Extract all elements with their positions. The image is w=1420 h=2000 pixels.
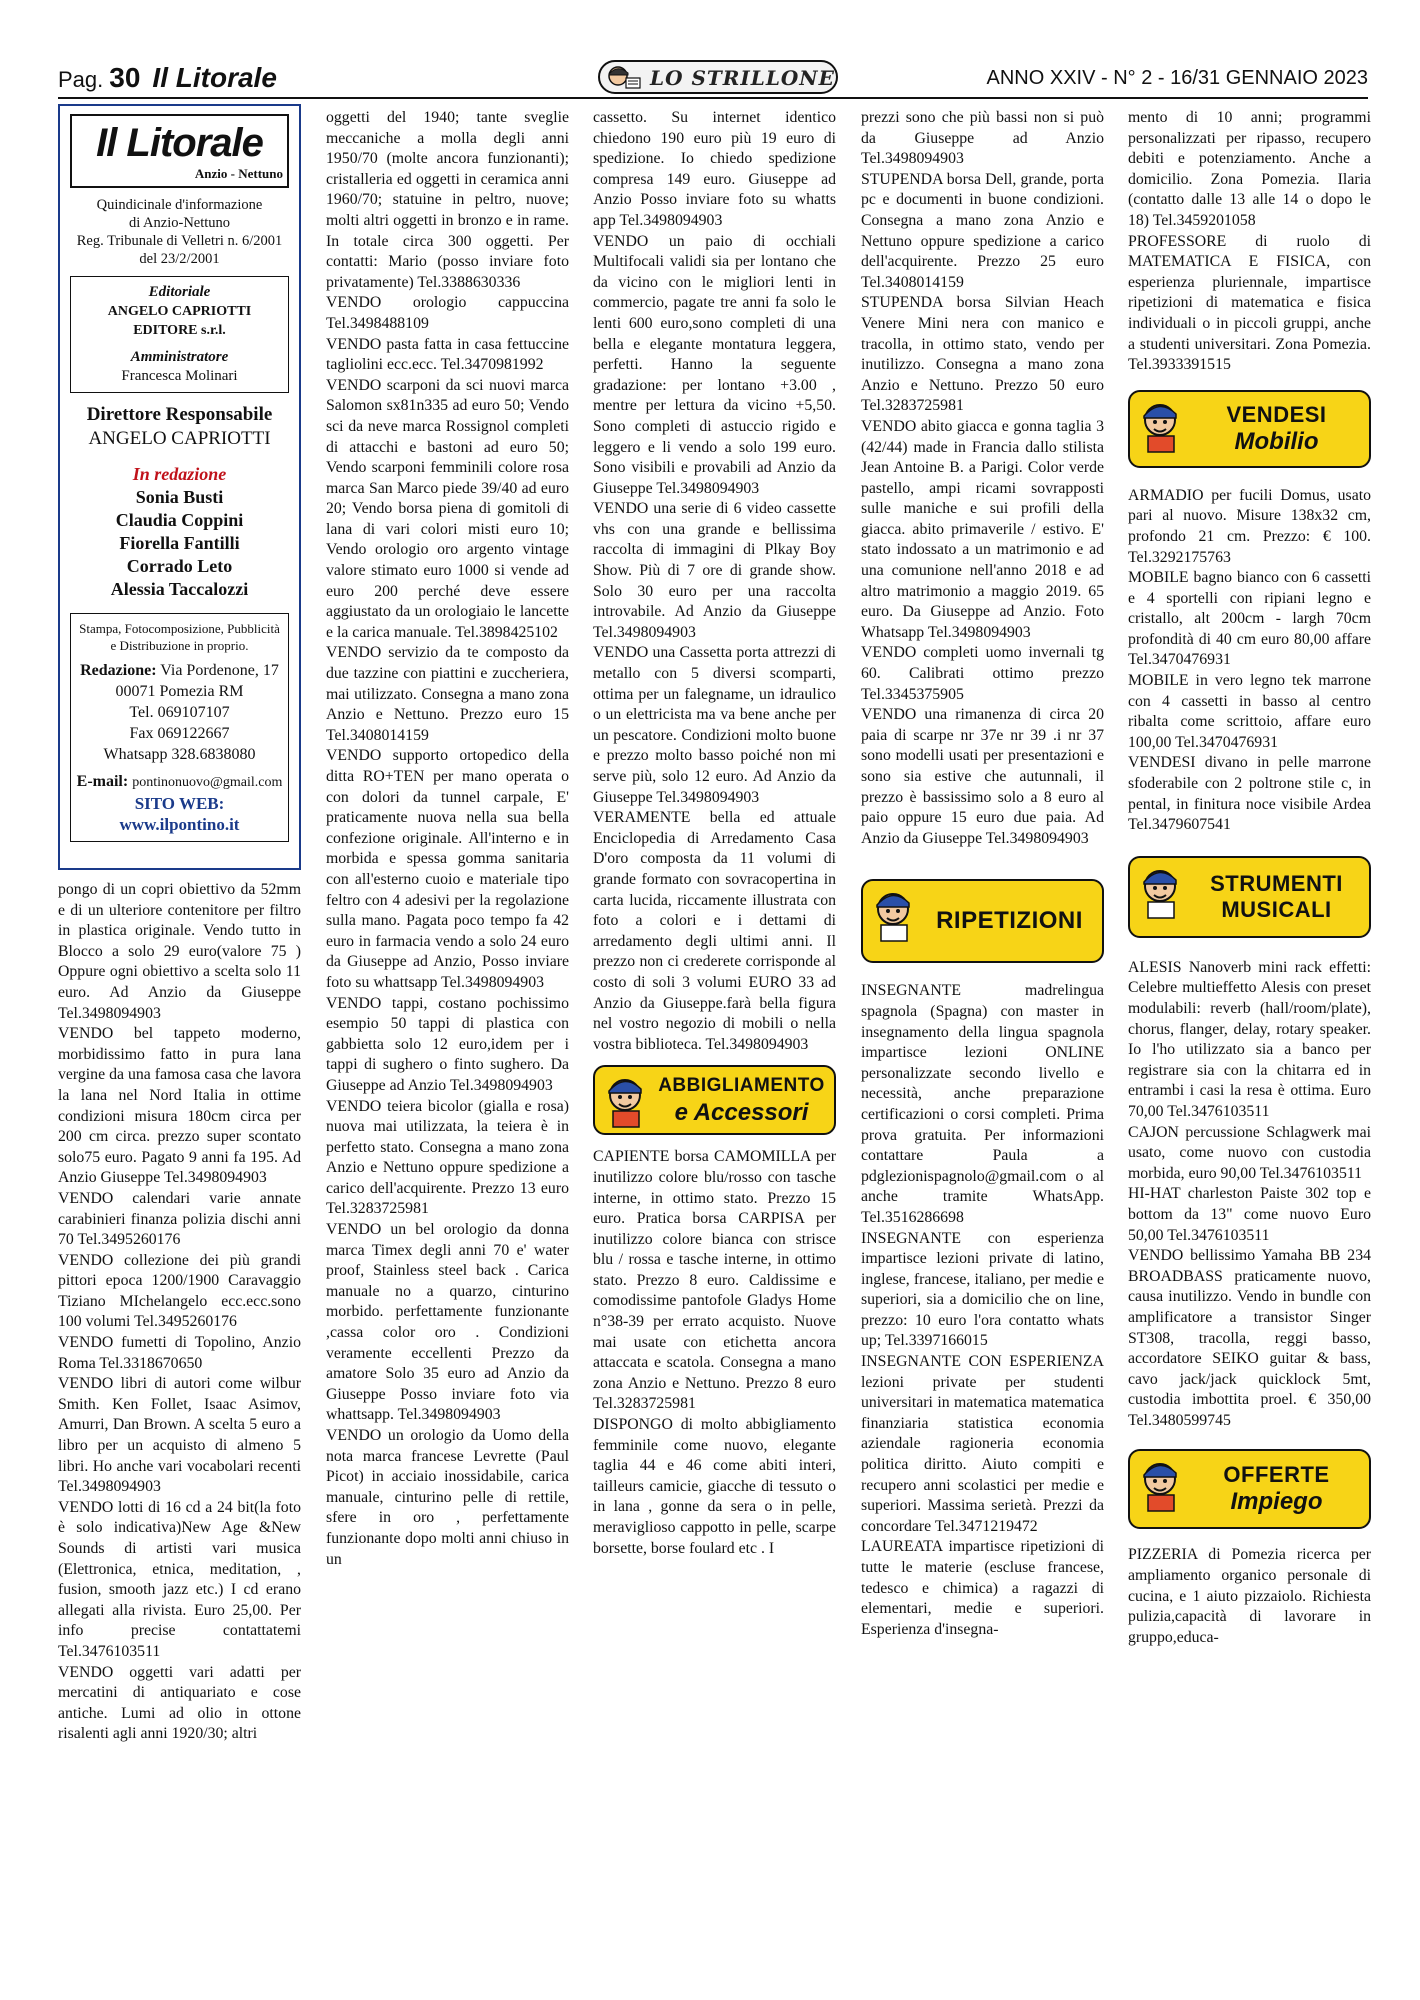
masthead-description [70, 196, 289, 268]
classified-ad: VENDO tappi, costano pochissimo esempio 50 tappi di plastica con gabbietta solo 12 euro,idem per i tappi di sughero o finto sughero. Da Giuseppe ad Anzio Tel.3498094903 [326, 994, 569, 1094]
column-5 [1128, 108, 1371, 1988]
amministratore-value: Francesca Molinari [121, 368, 238, 384]
email-label: E-mail: [76, 773, 129, 790]
classified-ad: ALESIS Nanoverb mini rack effetti: Celebre multieffetto Alesis con preset modulabili: reverb (hall/room/plate), chorus, flanger, delay, rotary speaker. Io l'ho utilizzato sia a banco per registrare sia con la chitarra ed in entrambi i casi la resa è ottima. Euro 70,00 Tel.3476103511 [1128, 958, 1371, 1120]
classified-ad: CAJON percussione Schlagwerk mai usato, come nuovo con custodia morbida, euro 90,00 Tel.3476103511 [1128, 1123, 1371, 1182]
column-3 [593, 108, 836, 1988]
address-value: Via Pordenone, 17 [160, 662, 279, 679]
description-line: di Anzio-Nettuno [128, 215, 231, 231]
classified-ad: CAPIENTE borsa CAMOMILLA per inutilizzo colore blu/rosso con tasche interne, in ottimo stato. Prezzo 15 euro. Pratica borsa CARPISA per inutilizzo colore bianca con strisce blu / rossa e tasche interne, in ottimo stato. Prezzo 8 euro. Caldissime e comodissime pantofole Gladys Home n°38-39 per errato acquisto. Nuove mai usate con etichetta ancora attaccata e scatola. Consegna a mano zona Anzio e Nettuno. Prezzo 8 euro Tel.3283725981 [593, 1148, 836, 1413]
classified-ad: cassetto. Su internet identico chiedono 190 euro più 19 euro di spedizione. Io chiedo spedizione compresa 149 euro. Giuseppe ad Anzio Posso inviare foto su whatts app Tel.3498094903 [593, 109, 836, 229]
column-2 [326, 108, 569, 1988]
fax: Fax 069122667 [129, 725, 230, 742]
classified-ad: STUPENDA borsa Dell, grande, porta pc e documenti in buone condizioni. Consegna a mano zona Anzio e Nettuno oppure spedizione a carico dell'acquirente. Prezzo 25 euro Tel.3408014159 [861, 170, 1104, 291]
redazione-name: Claudia Coppini [115, 510, 244, 530]
paper-name: Il Litorale [152, 62, 277, 93]
section-banner-abbigliamento [593, 1065, 836, 1135]
direttore-value: ANGELO CAPRIOTTI [88, 428, 271, 449]
masthead-title: Il Litorale [96, 121, 263, 165]
masthead-box [58, 104, 301, 870]
classified-ad: VENDO bel tappeto moderno, morbidissimo fatto in pura lana vergine da una famosa casa che lavora la lana nel Nord Italia in ottime condizioni misura 180cm circa per 200 cm circa. prezzo super scontato solo75 euro. Pagato 9 anni fa 195. Ad Anzio Giuseppe Tel.3498094903 [58, 1025, 301, 1187]
editorial-box [70, 276, 289, 393]
classified-ad: prezzi sono che più bassi non si può da Giuseppe ad Anzio Tel.3498094903 [861, 109, 1104, 168]
redazione-name: Alessia Taccalozzi [110, 579, 249, 599]
newsboy-mascot-icon [867, 885, 923, 945]
banner-title-line: Impiego [1230, 1488, 1323, 1516]
newsboy-mascot-icon [1134, 862, 1190, 922]
classified-ad: mento di 10 anni; programmi personalizzati per ripasso, recupero debiti e potenziamento. Anche a domicilio. Zona Pomezia. Ilaria (contatto dalle 13 alle 14 o dopo le 18) Tel.3459201058 [1128, 109, 1371, 229]
column-4 [861, 108, 1104, 1988]
classified-ad: PROFESSORE di ruolo di MATEMATICA E FISICA, con esperienza pluriennale, impartisce ripetizioni di matematica e fisica individuali o in piccoli gruppi, anche a studenti universitari. Zona Pomezia. Tel.3933391515 [1128, 232, 1371, 374]
banner-title-line: MUSICALI [1221, 896, 1332, 922]
classified-ad: VENDO lotti di 16 cd a 24 bit(la foto è solo indicativa)New Age &New Sounds di artisti vari musica (Elettronica, etnica, meditation, , fusion, smooth jazz etc.) I cd erano allegati alla rivista. Euro 25,00. Per info precise contattatemi Tel.3476103511 [58, 1498, 301, 1660]
logo-wordmark: LO STRILLONE [650, 66, 835, 90]
classified-ad: INSEGNANTE madrelingua spagnola (Spagna) con master in insegnamento della lingua spagnola impartisce lezioni ONLINE personalizzate secondo livello e necessità, anche preparazione certificazioni o corsi completi. Prima prova gratuita. Per informazioni contattare Paula a pdglezionispagnolo@gmail.com o al anche tramite WhatsApp. Tel.3516286698 [861, 982, 1104, 1226]
redazione-address [75, 660, 284, 681]
editoriale-label: Editoriale [148, 284, 211, 300]
page-label: Pag. [58, 67, 104, 92]
lo-strillone-logo [598, 60, 838, 94]
classified-ad: VENDO un orologio da Uomo della nota marca francese Levrette (Paul Picot) in acciaio inossidabile, carica manuale, cinturino pelle di rettile, sfere in oro , perfettamente funzionante dopo molti anni chiuso in un [326, 1427, 569, 1568]
redazione-name: Fiorella Fantilli [119, 533, 240, 553]
classified-ad: VENDO una rimanenza di circa 20 paia di scarpe nr 37e nr 39 .i nr 37 sono modelli usati per presentazioni e sono sia estive che autunnali, il prezzo è bassissimo solo a 8 euro al paio oppure 15 euro due paia. Ad Anzio da Giuseppe Tel.3498094903 [861, 706, 1104, 847]
page-header [58, 60, 1368, 96]
classified-ad: INSEGNANTE con esperienza impartisce lezioni private di latino, inglese, francese, italiano, per medie e superiori, sia a domicilio che on line, prezzo: 10 euro l'ora contatto whats up; Tel.3397166015 [861, 1229, 1104, 1350]
classified-ad: ARMADIO per fucili Domus, usato pari al nuovo. Misure 138x32 cm, profondo 21 cm. Prezzo: € 100. Tel.3292175763 [1128, 486, 1371, 566]
classified-ad: VERAMENTE bella ed attuale Enciclopedia di Arredamento Casa D'oro composta da 11 volumi di grande formato con sovracopertina in carta lucida, riccamente illustrata con foto a colori e i dettami di arredamento degli ultimi anni. Il prezzo non ci crederete corrisponde al costo di soli 3 volumi EURO 33 ad Anzio da Giuseppe.farà bella figura nel vostro negozio di mobili o nella vostra biblioteca. Tel.3498094903 [593, 809, 836, 1053]
classified-ad: VENDO scarponi da sci nuovi marca Salomon sx81n335 ad euro 50; Vendo sci da neve marca Rossignol completi di attacchi e bastoni ad euro 50; Vendo scarponi femminili colore rosa marca San Marco piede 39/40 ad euro 20; Vendo borsa piena di gomitoli di lana di vari colori misti euro 10; Vendo orologio oro argento vintage valore stimato euro 1000 si vende ad euro 200 perché deve essere aggiustato da un orologiaio le lancette e la carica manuale. Tel.3898425102 [326, 376, 569, 641]
classified-ad: VENDO orologio cappuccina Tel.3498488109 [326, 294, 569, 332]
classified-ad: VENDO calendari varie annate carabinieri finanza polizia dischi anni 70 Tel.3495260176 [58, 1189, 301, 1249]
email-link[interactable]: pontinonuovo@gmail.com [132, 775, 283, 790]
redazione-name: Sonia Busti [135, 487, 224, 507]
masthead-title-box [70, 114, 289, 188]
description-line: del 23/2/2001 [139, 251, 220, 267]
banner-title [655, 1067, 828, 1133]
direttore-label: Direttore Responsabile [86, 404, 273, 425]
banner-title [1190, 858, 1363, 936]
header-rule [58, 97, 1368, 99]
page-number: 30 [109, 62, 141, 93]
classified-ad: INSEGNANTE CON ESPERIENZA lezioni private per studenti universitari in matematica matematica finanziaria statistica economia aziendale ragioneria economia politica diritto. Aiuto compiti e recupero anni scolastici per medie e superiori. Massima serietà. Prezzi da concordare Tel.3471219472 [861, 1353, 1104, 1535]
issue-info: ANNO XXIV - N° 2 - 16/31 GENNAIO 2023 [986, 67, 1368, 89]
stampa-info: Stampa, Fotocomposizione, Pubblicità e Distribuzione in proprio. [79, 621, 280, 653]
director-block [70, 403, 289, 451]
page-header-left [58, 60, 277, 98]
address-label: Redazione: [80, 662, 157, 679]
classified-ad: VENDO oggetti vari adatti per mercatini di antiquariato e cose antiche. Lumi ad olio in ottone risalenti agli anni 1920/30; altri [58, 1663, 301, 1743]
classified-ad: VENDO teiera bicolor (gialla e rosa) nuova mai utilizzata, la teiera è in perfetto stato. Consegna a mano zona Anzio e Nettuno oppure spedizione a carico dell'acquirente. Prezzo 13 euro Tel.3283725981 [326, 1097, 569, 1218]
newsboy-mascot-icon [1134, 396, 1190, 456]
classified-ad: VENDO abito giacca e gonna taglia 3 (42/44) made in Francia dallo stilista Jean Antoine B. a Parigi. Color verde pastello, ampi ricami sovrapposti sulle maniche e sui profili della giacca. abito primaverile / estivo. E' stato indossato a un matrimonio e ad una comunione nell'anno 2018 e ad altro matrimonio a maggio 2019. 65 euro. Da Giuseppe ad Anzio. Foto Whatsapp Tel.3498094903 [861, 417, 1104, 641]
masthead-subtitle: Anzio - Nettuno [194, 166, 283, 181]
phone: Tel. 069107107 [129, 704, 230, 721]
classified-ad: HI-HAT charleston Paiste 302 top e bottom da 13" come nuovo Euro 50,00 Tel.3476103511 [1128, 1185, 1371, 1244]
classified-ad: MOBILE in vero legno tek marrone con 4 cassetti in basso al centro ribalta come scrittoio, affare euro 100,00 Tel.3470476931 [1128, 672, 1371, 751]
classified-ad: VENDO bellissimo Yamaha BB 234 BROADBASS praticamente nuovo, causa inutilizzo. Vendo in bundle con amplificatore a transistor Singer ST308, tracolla, reggi basso, accordatore SEIKO guitar & bass, cavo jack/jack quicklock 5mt, custodia imbottita proel. € 350,00 Tel.3480599745 [1128, 1247, 1371, 1429]
classified-ad: VENDO una Cassetta porta attrezzi di metallo con 5 diversi scomparti, ottima per un falegname, un idraulico o un elettricista ma va bene anche per un pescatore. Condizioni molto buone e prezzo molto basso poiché non mi serve più, solo 12 euro. Ad Anzio da Giuseppe Tel.3498094903 [593, 644, 836, 806]
website-link[interactable]: SITO WEB: www.ilpontino.it [119, 794, 240, 834]
banner-title-line: STRUMENTI [1210, 870, 1343, 896]
classified-ad: STUPENDA borsa Silvian Heach Venere Mini nera con manico e tracolla, in ottimo stato, vendo per inutilizzo. Consegna a mano zona Anzio e Nettuno. Prezzo 50 euro Tel.3283725981 [861, 294, 1104, 415]
classified-ad: VENDO supporto ortopedico della ditta RO+TEN per mano operata o con dolori da tunnel carpale, E' praticamente nuova nella sua bella confezione originale. All'interno e in morbida e spessa gomma sanitaria con all'esterno cuoio e materiale tipo feltro con 4 adesivi per la regolazione sulla mano. Pagata poco tempo fa 42 euro in farmacia vendo a solo 24 euro da Giuseppe ad Anzio, Posso inviare foto su whattsapp Tel.3498094903 [326, 747, 569, 991]
description-line: Reg. Tribunale di Velletri n. 6/2001 [76, 233, 283, 249]
email-line [75, 771, 284, 793]
classified-ad: VENDO servizio da te composto da due tazzine con piattini e zuccheriera, mai utilizzato. Consegna a mano zona Anzio e Nettuno. Prezzo euro 15 Tel.3408014159 [326, 644, 569, 744]
newsboy-mascot-icon [606, 64, 642, 92]
banner-title-line: OFFERTE [1223, 1462, 1330, 1488]
classified-ad: MOBILE bagno bianco con 6 cassetti e 4 sportelli con ripiani legno e cristallo, alt 200cm - largh 70cm profondità di 40 cm euro 80,00 affare Tel.3470476931 [1128, 569, 1371, 669]
section-banner-strumenti [1128, 856, 1371, 938]
section-banner-offerte [1128, 1449, 1371, 1529]
classified-ad: PIZZERIA di Pomezia ricerca per ampliamento organico personale di cucina, e 1 aiuto pizzaiolo. Richiesta pulizia,capacità di lavorare in gruppo,educa- [1128, 1546, 1371, 1646]
redazione-name: Corrado Leto [126, 556, 233, 576]
section-banner-vendesi [1128, 390, 1371, 468]
column-1 [58, 880, 301, 1990]
city: 00071 Pomezia RM [115, 683, 244, 700]
banner-title-line: Mobilio [1234, 427, 1319, 455]
classified-ad: VENDO fumetti di Topolino, Anzio Roma Tel.3318670650 [58, 1334, 301, 1372]
newsboy-mascot-icon [1134, 1455, 1190, 1515]
classified-ad: VENDESI divano in pelle marrone sfoderabile con 2 poltrone stile c, in pental, in finitura noce visibile Ardea Tel.3479607541 [1128, 754, 1371, 834]
description-line: Quindicinale d'informazione [96, 197, 263, 213]
whatsapp: Whatsapp 328.6838080 [103, 746, 256, 763]
redazione-block [70, 463, 289, 601]
section-banner-ripetizioni [861, 879, 1104, 963]
amministratore-label: Amministratore [130, 349, 229, 365]
banner-title-line: RIPETIZIONI [936, 907, 1083, 935]
redazione-label: In redazione [132, 464, 227, 484]
classified-ad: VENDO collezione dei più grandi pittori epoca 1200/1900 Caravaggio Tiziano MIchelangelo ecc.ecc.sono 100 volumi Tel.3495260176 [58, 1251, 301, 1331]
newsboy-mascot-icon [599, 1071, 655, 1131]
classified-ad: LAUREATA impartisce ripetizioni di tutte le materie (escluse francese, tedesco e chimica) a ragazzi di elementari, medie e superiori. Esperienza d'insegna- [861, 1538, 1104, 1638]
banner-title [923, 881, 1096, 961]
classified-ad: oggetti del 1940; tante sveglie meccaniche a molla degli anni 1950/70 (molte ancora funzionanti); cristalleria ed oggetti in ceramica anni 1960/70; statuine in peltro, nuove; molti altri oggetti in bronzo e in rame. In totale circa 300 oggetti. Per contatti: Mario (posso inviare foto privatamente) Tel.3388630336 [326, 109, 569, 291]
banner-title [1190, 392, 1363, 466]
classified-ad: VENDO una serie di 6 video cassette vhs con una grande e bellissima raccolta di immagini di Plkay Boy Show. Più di 7 ore di grande show. Solo 30 euro per una raccolta introvabile. Ad Anzio da Giuseppe Tel.3498094903 [593, 500, 836, 641]
banner-title [1190, 1451, 1363, 1527]
classified-ad: VENDO pasta fatta in casa fettuccine tagliolini ecc.ecc. Tel.3470981992 [326, 335, 569, 374]
classified-ad: DISPONGO di molto abbigliamento femminile come nuovo, elegante taglia 44 e 46 come abiti interi, tailleurs camicie, giacche di tessuto o in lana , gonne da sera o in pelle, meraviglioso cappotto in pelle, scarpe borsette, borse foulard etc . I [593, 1416, 836, 1557]
classified-ad: VENDO un bel orologio da donna marca Timex degli anni 70 e' water proof, Stainless steel back . Carica manuale no a quarzo, cinturino morbido. perfettamente funzionante ,cassa color oro . Condizioni veramente eccellenti Prezzo da amatore Solo 35 euro ad Anzio da Giuseppe Posso inviare foto via whattsapp. Tel.3498094903 [326, 1221, 569, 1424]
classified-ad: VENDO completi uomo invernali tg 60. Calibrati ottimo prezzo Tel.3345375905 [861, 644, 1104, 703]
banner-title-line: e Accessori [674, 1099, 809, 1127]
classified-ad: VENDO libri di autori come wilbur Smith. Ken Follet, Isaac Asimov, Amurri, Dan Brown. A scelta 5 euro a libro per un acquisto di almeno 5 libri. Ho anche vari vocabolari recenti Tel.3498094903 [58, 1375, 301, 1496]
editoriale-value: ANGELO CAPRIOTTI EDITORE s.r.l. [107, 304, 252, 338]
banner-title-line: ABBIGLIAMENTO [658, 1075, 825, 1097]
banner-title-line: VENDESI [1226, 401, 1327, 427]
classified-ad: pongo di un copri obiettivo da 52mm e di un ulteriore contenitore per filtro in plastica originale. Vendo tutto in Blocco a solo 29 euro(valore 75 ) Oppure ogni obiettivo a scelta solo 11 euro. Ad Anzio da Giuseppe Tel.3498094903 [58, 881, 301, 1022]
contact-box [70, 613, 289, 842]
classified-ad: VENDO un paio di occhiali Multifocali validi sia per lontano che da vicino con le migliori lenti in commercio, pagate tre anni fa solo le lenti 600 euro,sono completi di una bella e elegante montatura leggera, perfetti. Hanno la seguente gradazione: per lontano +3.00 , mentre per lettura da vicino +5,50. Sono completi di astuccio rigido e leggero e li vendo a solo 199 euro. Sono visibili e provabili ad Anzio da Giuseppe Tel.3498094903 [593, 232, 836, 497]
